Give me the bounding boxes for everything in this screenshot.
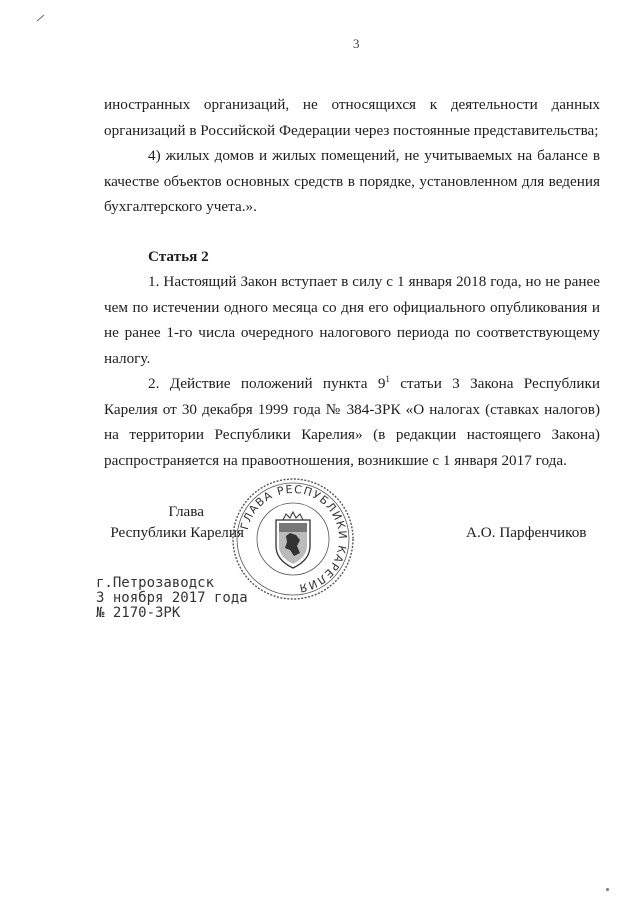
article-2-item-2 — [104, 371, 600, 473]
signatory-name: А.О. Парфенчиков — [466, 524, 587, 541]
paragraph-item-4: 4) жилых домов и жилых помещений, не учитываемых на балансе в качестве объектов основных средств в порядке, установленном для ведения бухгалтерского учета.». — [104, 147, 600, 215]
article-2-item-2-start: 2. Действие положений пункта 9 — [148, 375, 386, 392]
spacer — [104, 220, 600, 244]
registration-imprint — [96, 576, 248, 621]
law-text — [104, 92, 600, 473]
paragraph-foreign-organizations: иностранных организаций, не относящихся к деятельности данных организаций в Российской Федерации через постоянные представительства; — [104, 96, 600, 139]
article-2-item-1: 1. Настоящий Закон вступает в силу с 1 января 2018 года, но не ранее чем по истечении одного месяца со дня его официального опубликования и не ранее 1-го числа очередного налогового периода по соответствующему налогу. — [104, 273, 600, 367]
imprint-city: г.Петрозаводск — [96, 575, 215, 591]
scan-dot — [606, 888, 609, 891]
signatory-title-line-2: Республики Карелия — [110, 524, 244, 541]
imprint-number: № 2170-ЗРК — [96, 605, 181, 621]
scan-mark — [36, 14, 45, 22]
superscript-1: 1 — [385, 374, 390, 384]
seal-ring-text: ГЛАВА РЕСПУБЛИКИ КАРЕЛИЯ — [238, 482, 350, 595]
imprint-date: 3 ноября 2017 года — [96, 590, 248, 606]
article-2-heading: Статья 2 — [148, 247, 209, 265]
coat-of-arms-icon — [276, 512, 310, 568]
signatory-title — [104, 501, 244, 543]
page-number: 3 — [353, 36, 360, 51]
signatory-title-line-1: Глава — [168, 503, 204, 520]
official-seal — [230, 476, 356, 602]
article-2-item-2-rest: статьи 3 Закона Республики Карелия от 30 декабря 1999 года № 384-ЗРК «О налогах (ставках налогов) на территории Республики Карелия» (в редакции настоящего Закона) распространяется на правоотношения, возникшие с 1 января 2017 года. — [104, 375, 600, 469]
